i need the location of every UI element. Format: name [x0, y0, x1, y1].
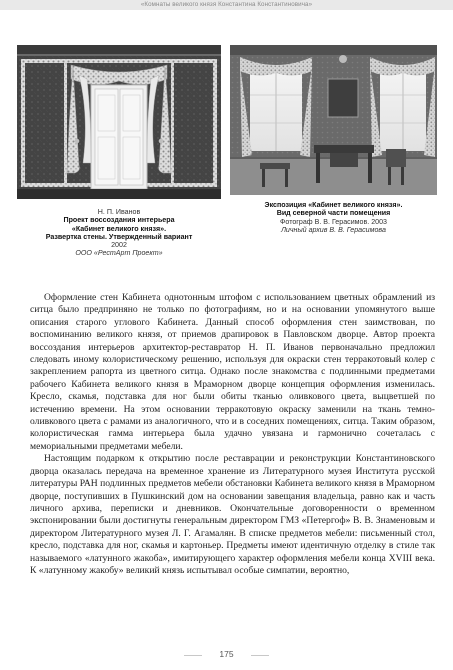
caption-title-line-2: «Кабинет великого князя». — [71, 224, 167, 233]
left-figure-caption — [17, 208, 221, 258]
caption-title-line-3: Развертка стены. Утвержденный вариант — [45, 232, 193, 241]
caption-year: 2002 — [111, 241, 127, 250]
caption-photographer: Фотограф В. В. Герасимов. 2003 — [280, 217, 387, 226]
page-number: 175 — [219, 649, 234, 659]
elevation-drawing-figure — [17, 45, 221, 199]
elevation-drawing-illustration — [17, 45, 221, 199]
caption-author: Н. П. Иванов — [97, 208, 141, 216]
caption-source: ООО «РестАрт Проект» — [75, 249, 163, 258]
running-header: «Комнаты великого князя Константина Константиновича» — [140, 1, 313, 8]
caption-title-line-2: Вид северной части помещения — [276, 209, 391, 218]
caption-title-line-1: Проект воссоздания интерьера — [63, 216, 175, 225]
paragraph: Настоящим подарком к открытию после реставрации и реконструкции Константиновского дворца оказалась передача на временное хранение из Литературного музея Института русской литературы РАН подлинных предметов мебели обстановки Кабинета великого князя в Мраморном дворце, поступивших в Пушкинский дом на основании завещания владельца, равно как и часть личного архива, переписки и дневников. Окончательные договоренности о временном экспонировании были достигнуты генеральным директором ГМЗ «Петергоф» В. В. Знаменовым и директором Литературного музея Л. Г. Агамалян. В списке предметов мебели: письменный стол, кресло, подставка для ног, скамья и картоньер. Предметы имеют идентичную отделку в стиле так называемого «латунного жакоба», имитирующего характер оформления мебели конца XVIII века. К «латунному жакобу» великий князь испытывал особые симпатии, вероятно, — [30, 453, 435, 576]
interior-photo-figure — [230, 45, 437, 195]
caption-archive: Личный архив В. В. Герасимова — [281, 225, 386, 234]
paragraph: Оформление стен Кабинета однотонным штофом с использованием цветных обрамлений из ситца было предприняно не только по фотографиям, но и на основании упомянутого выше описания старого углового Кабинета. Данный способ оформления стен заимствован, по воспоминанию великого князя, от приемов драпировок в Павловском дворце. Автор проекта воссоздания интерьеров архитектор-реставратор Н. П. Иванов первоначально предложил следовать иному колористическому решению, используя для окраски стен терракотовый колер с закреплением рапорта из цветного ситца. Однако после знакомства с подлинными предметами рабочего Кабинета великого князя в Мраморном дворце концепция оформления изменилась. Кресло, скамья, подставка для ног были обиты тканью оливкового цвета, выцветшей по истечению времени. На этом основании терракотовую окраску заменили на ткань темно-оливкового цвета с рамами из аналогичного, что и в соседних помещениях, ситца. Таким образом, колористическая гамма интерьера была удачно увязана и гармонично сочеталась с мемориальными предметами мебели. — [30, 292, 435, 452]
caption-title-line-1: Экспозиция «Кабинет великого князя». — [264, 201, 403, 209]
interior-photo-illustration — [230, 45, 437, 195]
right-figure-caption — [230, 201, 437, 234]
body-text — [30, 292, 435, 577]
